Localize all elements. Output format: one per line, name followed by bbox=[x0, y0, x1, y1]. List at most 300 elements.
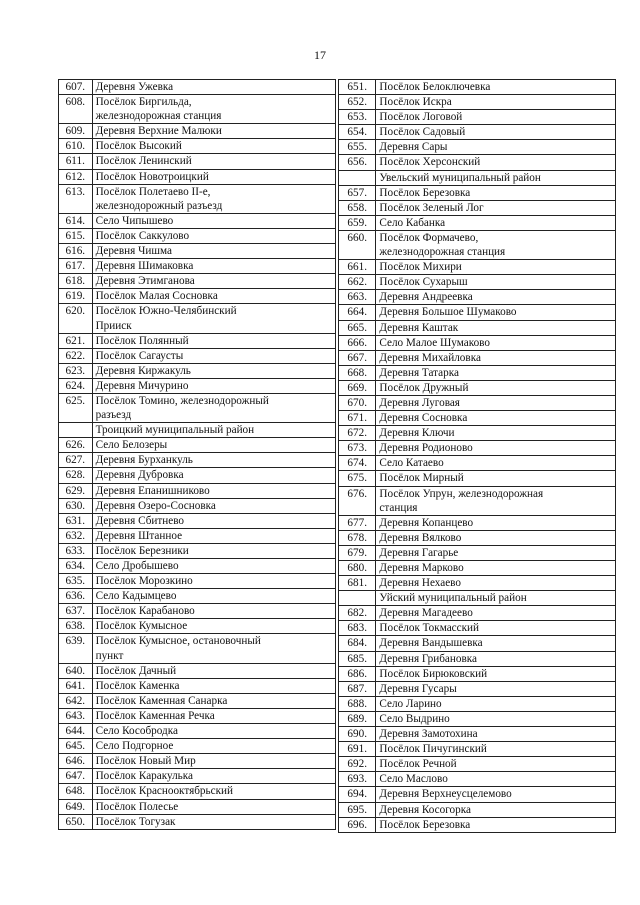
name-line: разъезд bbox=[95, 409, 132, 422]
name-line: Село Ларино bbox=[379, 697, 442, 710]
name-line: Посёлок Тогузак bbox=[95, 815, 176, 828]
row-number: 639. bbox=[59, 634, 93, 663]
table-row bbox=[59, 739, 336, 754]
name-line: Деревня Верхние Малюки bbox=[95, 125, 222, 138]
row-number: 652. bbox=[339, 95, 376, 110]
table-row bbox=[59, 393, 336, 422]
settlement-name bbox=[92, 678, 335, 693]
table-row bbox=[339, 545, 616, 560]
row-number: 684. bbox=[339, 636, 376, 651]
row-number: 654. bbox=[339, 125, 376, 140]
table-row bbox=[59, 213, 336, 228]
settlement-name bbox=[92, 483, 335, 498]
table-row bbox=[59, 228, 336, 243]
name-line: Посёлок Каменная Санарка bbox=[95, 694, 228, 707]
settlement-name bbox=[376, 230, 616, 259]
table-row bbox=[59, 304, 336, 333]
row-number: 642. bbox=[59, 693, 93, 708]
settlement-name bbox=[376, 320, 616, 335]
name-line: Посёлок Токмасский bbox=[379, 622, 480, 635]
settlement-name bbox=[92, 80, 335, 95]
row-number: 668. bbox=[339, 365, 376, 380]
settlement-name bbox=[92, 333, 335, 348]
table-row bbox=[339, 125, 616, 140]
table-row bbox=[339, 471, 616, 486]
row-number: 635. bbox=[59, 574, 93, 589]
settlement-name bbox=[92, 814, 335, 829]
name-line: Село Белозеры bbox=[95, 439, 168, 452]
row-number: 628. bbox=[59, 468, 93, 483]
name-line: Посёлок Березовка bbox=[379, 818, 471, 831]
name-line: Деревня Грибановка bbox=[379, 652, 477, 665]
name-line: Уйский муниципальный район bbox=[379, 592, 527, 605]
row-number: 679. bbox=[339, 545, 376, 560]
row-number bbox=[339, 591, 376, 606]
settlement-name bbox=[376, 456, 616, 471]
name-line: железнодорожная станция bbox=[379, 246, 506, 259]
row-number: 651. bbox=[339, 80, 376, 95]
settlement-name bbox=[92, 274, 335, 289]
settlement-name bbox=[376, 666, 616, 681]
row-number: 672. bbox=[339, 426, 376, 441]
row-number: 629. bbox=[59, 483, 93, 498]
district-name bbox=[92, 423, 335, 438]
row-number: 624. bbox=[59, 378, 93, 393]
row-number: 688. bbox=[339, 696, 376, 711]
table-row bbox=[339, 651, 616, 666]
settlement-name bbox=[376, 742, 616, 757]
name-line: Деревня Ключи bbox=[379, 427, 455, 440]
table-row bbox=[59, 259, 336, 274]
table-row bbox=[339, 320, 616, 335]
settlement-name bbox=[376, 696, 616, 711]
name-line: Деревня Вялково bbox=[379, 531, 462, 544]
table-row bbox=[59, 483, 336, 498]
row-number: 686. bbox=[339, 666, 376, 681]
name-line: Деревня Андреевка bbox=[379, 291, 473, 304]
row-number: 638. bbox=[59, 619, 93, 634]
row-number: 621. bbox=[59, 333, 93, 348]
name-line: Деревня Чишма bbox=[95, 245, 172, 258]
table-row bbox=[339, 80, 616, 95]
name-line: Посёлок Полянный bbox=[95, 334, 189, 347]
settlement-name bbox=[92, 528, 335, 543]
row-number bbox=[339, 170, 376, 185]
table-row bbox=[59, 769, 336, 784]
settlement-name bbox=[92, 453, 335, 468]
settlement-name bbox=[376, 125, 616, 140]
name-line: Деревня Родионово bbox=[379, 442, 473, 455]
name-line: Деревня Бурханкуль bbox=[95, 454, 193, 467]
table-row bbox=[59, 289, 336, 304]
row-number: 696. bbox=[339, 817, 376, 832]
table-row bbox=[59, 453, 336, 468]
table-row bbox=[339, 215, 616, 230]
row-number: 665. bbox=[339, 320, 376, 335]
settlement-name bbox=[92, 363, 335, 378]
name-line: Деревня Замотохина bbox=[379, 728, 478, 741]
name-line: Посёлок Сухарыш bbox=[379, 276, 468, 289]
table-row bbox=[59, 574, 336, 589]
row-number: 675. bbox=[339, 471, 376, 486]
table-row bbox=[59, 724, 336, 739]
settlement-name bbox=[376, 411, 616, 426]
settlement-name bbox=[92, 213, 335, 228]
row-number: 670. bbox=[339, 395, 376, 410]
name-line: Деревня Штанное bbox=[95, 529, 183, 542]
table-row bbox=[339, 335, 616, 350]
row-number: 637. bbox=[59, 604, 93, 619]
row-number: 648. bbox=[59, 784, 93, 799]
row-number: 681. bbox=[339, 576, 376, 591]
settlement-name bbox=[376, 727, 616, 742]
name-line: Посёлок Искра bbox=[379, 96, 452, 109]
row-number: 664. bbox=[339, 305, 376, 320]
settlement-name bbox=[92, 663, 335, 678]
row-number: 643. bbox=[59, 708, 93, 723]
settlement-name bbox=[92, 95, 335, 124]
name-line: Посёлок Пичугинский bbox=[379, 743, 487, 756]
name-line: Деревня Верхнеусцелемово bbox=[379, 788, 512, 801]
table-row bbox=[59, 95, 336, 124]
table-row bbox=[59, 184, 336, 213]
settlement-name bbox=[92, 693, 335, 708]
row-number: 677. bbox=[339, 515, 376, 530]
name-line: Село Чипышево bbox=[95, 214, 174, 227]
row-number: 682. bbox=[339, 606, 376, 621]
name-line: Увельский муниципальный район bbox=[379, 171, 541, 184]
row-number: 656. bbox=[339, 155, 376, 170]
row-number: 687. bbox=[339, 681, 376, 696]
row-number: 630. bbox=[59, 498, 93, 513]
table-row bbox=[59, 468, 336, 483]
settlement-name bbox=[92, 184, 335, 213]
table-row bbox=[59, 604, 336, 619]
settlement-name bbox=[376, 606, 616, 621]
settlement-name bbox=[376, 140, 616, 155]
settlement-name bbox=[92, 468, 335, 483]
settlement-name bbox=[376, 471, 616, 486]
name-line: Деревня Этимганова bbox=[95, 275, 195, 288]
settlement-name bbox=[376, 155, 616, 170]
settlement-name bbox=[92, 543, 335, 558]
table-row bbox=[59, 559, 336, 574]
row-number: 627. bbox=[59, 453, 93, 468]
table-row bbox=[59, 498, 336, 513]
table-row bbox=[339, 727, 616, 742]
row-number: 613. bbox=[59, 184, 93, 213]
settlement-name bbox=[92, 289, 335, 304]
settlement-name bbox=[92, 708, 335, 723]
settlement-name bbox=[92, 139, 335, 154]
name-line: Посёлок Ленинский bbox=[95, 155, 192, 168]
name-line: пункт bbox=[95, 649, 124, 662]
name-line: Деревня Озеро-Сосновка bbox=[95, 499, 216, 512]
table-row bbox=[339, 742, 616, 757]
name-line: Посёлок Зеленый Лог bbox=[379, 201, 484, 214]
name-line: Посёлок Полетаево II-е, bbox=[95, 185, 211, 198]
settlement-table-left bbox=[58, 79, 336, 830]
table-row bbox=[59, 274, 336, 289]
district-name bbox=[376, 591, 616, 606]
table-row bbox=[59, 154, 336, 169]
row-number: 614. bbox=[59, 213, 93, 228]
settlement-name bbox=[376, 530, 616, 545]
settlement-name bbox=[376, 185, 616, 200]
name-line: Посёлок Карабаново bbox=[95, 605, 195, 618]
row-number: 611. bbox=[59, 154, 93, 169]
row-number: 610. bbox=[59, 139, 93, 154]
row-number: 623. bbox=[59, 363, 93, 378]
name-line: Посёлок Дружный bbox=[379, 381, 469, 394]
table-row bbox=[59, 814, 336, 829]
settlement-name bbox=[92, 124, 335, 139]
settlement-name bbox=[92, 574, 335, 589]
settlement-name bbox=[92, 784, 335, 799]
table-row bbox=[339, 380, 616, 395]
settlement-name bbox=[92, 169, 335, 184]
row-number: 631. bbox=[59, 513, 93, 528]
row-number: 632. bbox=[59, 528, 93, 543]
settlement-name bbox=[376, 290, 616, 305]
table-row bbox=[59, 80, 336, 95]
name-line: Посёлок Саккулово bbox=[95, 229, 190, 242]
settlement-name bbox=[92, 634, 335, 663]
name-line: Посёлок Биргильда, bbox=[95, 96, 192, 109]
name-line: Деревня Марково bbox=[379, 562, 464, 574]
settlement-name bbox=[92, 769, 335, 784]
name-line: Село Кабанка bbox=[379, 216, 446, 229]
name-line: Деревня Луговая bbox=[379, 396, 460, 409]
name-line: Посёлок Формачево, bbox=[379, 231, 479, 244]
table-row bbox=[59, 754, 336, 769]
table-row bbox=[59, 244, 336, 259]
settlement-name bbox=[376, 365, 616, 380]
row-number: 633. bbox=[59, 543, 93, 558]
name-line: Деревня Нехаево bbox=[379, 577, 461, 590]
district-name bbox=[376, 170, 616, 185]
row-number: 658. bbox=[339, 200, 376, 215]
table-row bbox=[339, 140, 616, 155]
settlement-name bbox=[376, 486, 616, 515]
row-number: 616. bbox=[59, 244, 93, 259]
name-line: Троицкий муниципальный район bbox=[95, 424, 255, 437]
name-line: Посёлок Михири bbox=[379, 261, 462, 274]
row-number: 646. bbox=[59, 754, 93, 769]
table-row bbox=[59, 619, 336, 634]
row-number: 612. bbox=[59, 169, 93, 184]
table-row bbox=[339, 621, 616, 636]
settlement-name bbox=[376, 515, 616, 530]
table-row bbox=[59, 528, 336, 543]
settlement-name bbox=[92, 589, 335, 604]
settlement-name bbox=[92, 604, 335, 619]
settlement-name bbox=[376, 215, 616, 230]
name-line: Деревня Гусары bbox=[379, 682, 457, 695]
name-line: Посёлок Краснооктябрьский bbox=[95, 785, 233, 798]
row-number: 676. bbox=[339, 486, 376, 515]
row-number: 663. bbox=[339, 290, 376, 305]
table-row bbox=[59, 438, 336, 453]
table-row bbox=[59, 333, 336, 348]
row-number: 694. bbox=[339, 787, 376, 802]
name-line: Деревня Киржакуль bbox=[95, 364, 191, 377]
name-line: Посёлок Южно-Челябинский bbox=[95, 305, 237, 318]
row-number: 622. bbox=[59, 348, 93, 363]
name-line: Посёлок Морозкино bbox=[95, 575, 193, 588]
settlement-name bbox=[92, 348, 335, 363]
name-line: Деревня Каштак bbox=[379, 321, 459, 334]
settlement-name bbox=[376, 110, 616, 125]
table-row bbox=[339, 260, 616, 275]
row-number: 650. bbox=[59, 814, 93, 829]
table-row bbox=[339, 411, 616, 426]
name-line: Село Подгорное bbox=[95, 740, 174, 753]
table-row bbox=[59, 348, 336, 363]
row-number: 695. bbox=[339, 802, 376, 817]
row-number: 634. bbox=[59, 559, 93, 574]
table-row bbox=[339, 95, 616, 110]
name-line: Село Выдрино bbox=[379, 712, 450, 725]
name-line: Деревня Сары bbox=[379, 141, 448, 154]
settlement-name bbox=[376, 621, 616, 636]
settlement-name bbox=[376, 395, 616, 410]
settlement-name bbox=[92, 498, 335, 513]
name-line: Деревня Сбитнево bbox=[95, 514, 185, 527]
row-number: 619. bbox=[59, 289, 93, 304]
row-number: 674. bbox=[339, 456, 376, 471]
table-row bbox=[59, 634, 336, 663]
name-line: Посёлок Березовка bbox=[379, 186, 471, 199]
row-number: 691. bbox=[339, 742, 376, 757]
row-number: 618. bbox=[59, 274, 93, 289]
row-number: 625. bbox=[59, 393, 93, 422]
table-row bbox=[339, 110, 616, 125]
row-number: 607. bbox=[59, 80, 93, 95]
settlement-name bbox=[376, 787, 616, 802]
settlement-name bbox=[376, 651, 616, 666]
name-line: Деревня Татарка bbox=[379, 366, 459, 379]
settlement-name bbox=[376, 275, 616, 290]
row-number: 669. bbox=[339, 380, 376, 395]
table-row bbox=[59, 708, 336, 723]
district-header-row bbox=[339, 591, 616, 606]
settlement-name bbox=[376, 757, 616, 772]
settlement-name bbox=[92, 799, 335, 814]
settlement-name bbox=[376, 95, 616, 110]
table-row bbox=[59, 169, 336, 184]
table-row bbox=[59, 139, 336, 154]
name-line: Посёлок Кумысное, остановочный bbox=[95, 635, 261, 648]
row-number: 640. bbox=[59, 663, 93, 678]
settlement-name bbox=[92, 513, 335, 528]
settlement-name bbox=[92, 259, 335, 274]
settlement-name bbox=[376, 426, 616, 441]
row-number bbox=[59, 423, 93, 438]
row-number: 685. bbox=[339, 651, 376, 666]
table-row bbox=[339, 275, 616, 290]
table-row bbox=[59, 784, 336, 799]
settlement-name bbox=[376, 441, 616, 456]
table-row bbox=[339, 711, 616, 726]
settlement-name bbox=[92, 228, 335, 243]
table-row bbox=[339, 666, 616, 681]
district-header-row bbox=[339, 170, 616, 185]
settlement-name bbox=[376, 260, 616, 275]
name-line: Село Кадымцево bbox=[95, 590, 177, 603]
table-row bbox=[339, 802, 616, 817]
settlement-name bbox=[92, 559, 335, 574]
settlement-name bbox=[376, 636, 616, 651]
name-line: Посёлок Томино, железнодорожный bbox=[95, 394, 269, 407]
row-number: 660. bbox=[339, 230, 376, 259]
settlement-name bbox=[376, 350, 616, 365]
table-row bbox=[59, 693, 336, 708]
district-header-row bbox=[59, 423, 336, 438]
settlement-name bbox=[92, 154, 335, 169]
settlement-name bbox=[376, 711, 616, 726]
settlement-name bbox=[92, 438, 335, 453]
settlement-name bbox=[376, 305, 616, 320]
name-line: Деревня Ужевка bbox=[95, 81, 174, 93]
settlement-table-right bbox=[338, 79, 616, 833]
table-row bbox=[339, 290, 616, 305]
settlement-name bbox=[376, 380, 616, 395]
name-line: Посёлок Упрун, железнодорожная bbox=[379, 487, 544, 500]
name-line: Село Дробышево bbox=[95, 560, 179, 572]
name-line: Посёлок Сагаусты bbox=[95, 349, 184, 362]
table-row bbox=[339, 305, 616, 320]
table-row bbox=[59, 678, 336, 693]
row-number: 620. bbox=[59, 304, 93, 333]
table-row bbox=[59, 799, 336, 814]
row-number: 693. bbox=[339, 772, 376, 787]
name-line: Село Катаево bbox=[379, 457, 444, 470]
settlement-name bbox=[376, 561, 616, 576]
table-row bbox=[339, 515, 616, 530]
row-number: 680. bbox=[339, 561, 376, 576]
name-line: Деревня Мичурино bbox=[95, 379, 189, 392]
table-row bbox=[59, 378, 336, 393]
settlement-name bbox=[92, 739, 335, 754]
settlement-name bbox=[376, 576, 616, 591]
settlement-name bbox=[376, 335, 616, 350]
name-line: Село Малое Шумаково bbox=[379, 336, 490, 349]
table-row bbox=[339, 200, 616, 215]
name-line: Посёлок Полесье bbox=[95, 800, 179, 813]
settlement-name bbox=[92, 378, 335, 393]
name-line: Посёлок Новый Мир bbox=[95, 755, 196, 768]
settlement-name bbox=[92, 393, 335, 422]
table-row bbox=[59, 663, 336, 678]
settlement-name bbox=[376, 802, 616, 817]
settlement-name bbox=[376, 817, 616, 832]
settlement-name bbox=[376, 200, 616, 215]
name-line: Посёлок Логовой bbox=[379, 111, 463, 124]
table-row bbox=[339, 787, 616, 802]
table-row bbox=[339, 636, 616, 651]
name-line: Деревня Большое Шумаково bbox=[379, 306, 517, 319]
table-row bbox=[339, 185, 616, 200]
name-line: Деревня Шимаковка bbox=[95, 260, 194, 273]
row-number: 673. bbox=[339, 441, 376, 456]
row-number: 636. bbox=[59, 589, 93, 604]
name-line: Деревня Гагарье bbox=[379, 546, 459, 559]
row-number: 671. bbox=[339, 411, 376, 426]
table-row bbox=[339, 696, 616, 711]
table-row bbox=[339, 530, 616, 545]
table-row bbox=[339, 426, 616, 441]
